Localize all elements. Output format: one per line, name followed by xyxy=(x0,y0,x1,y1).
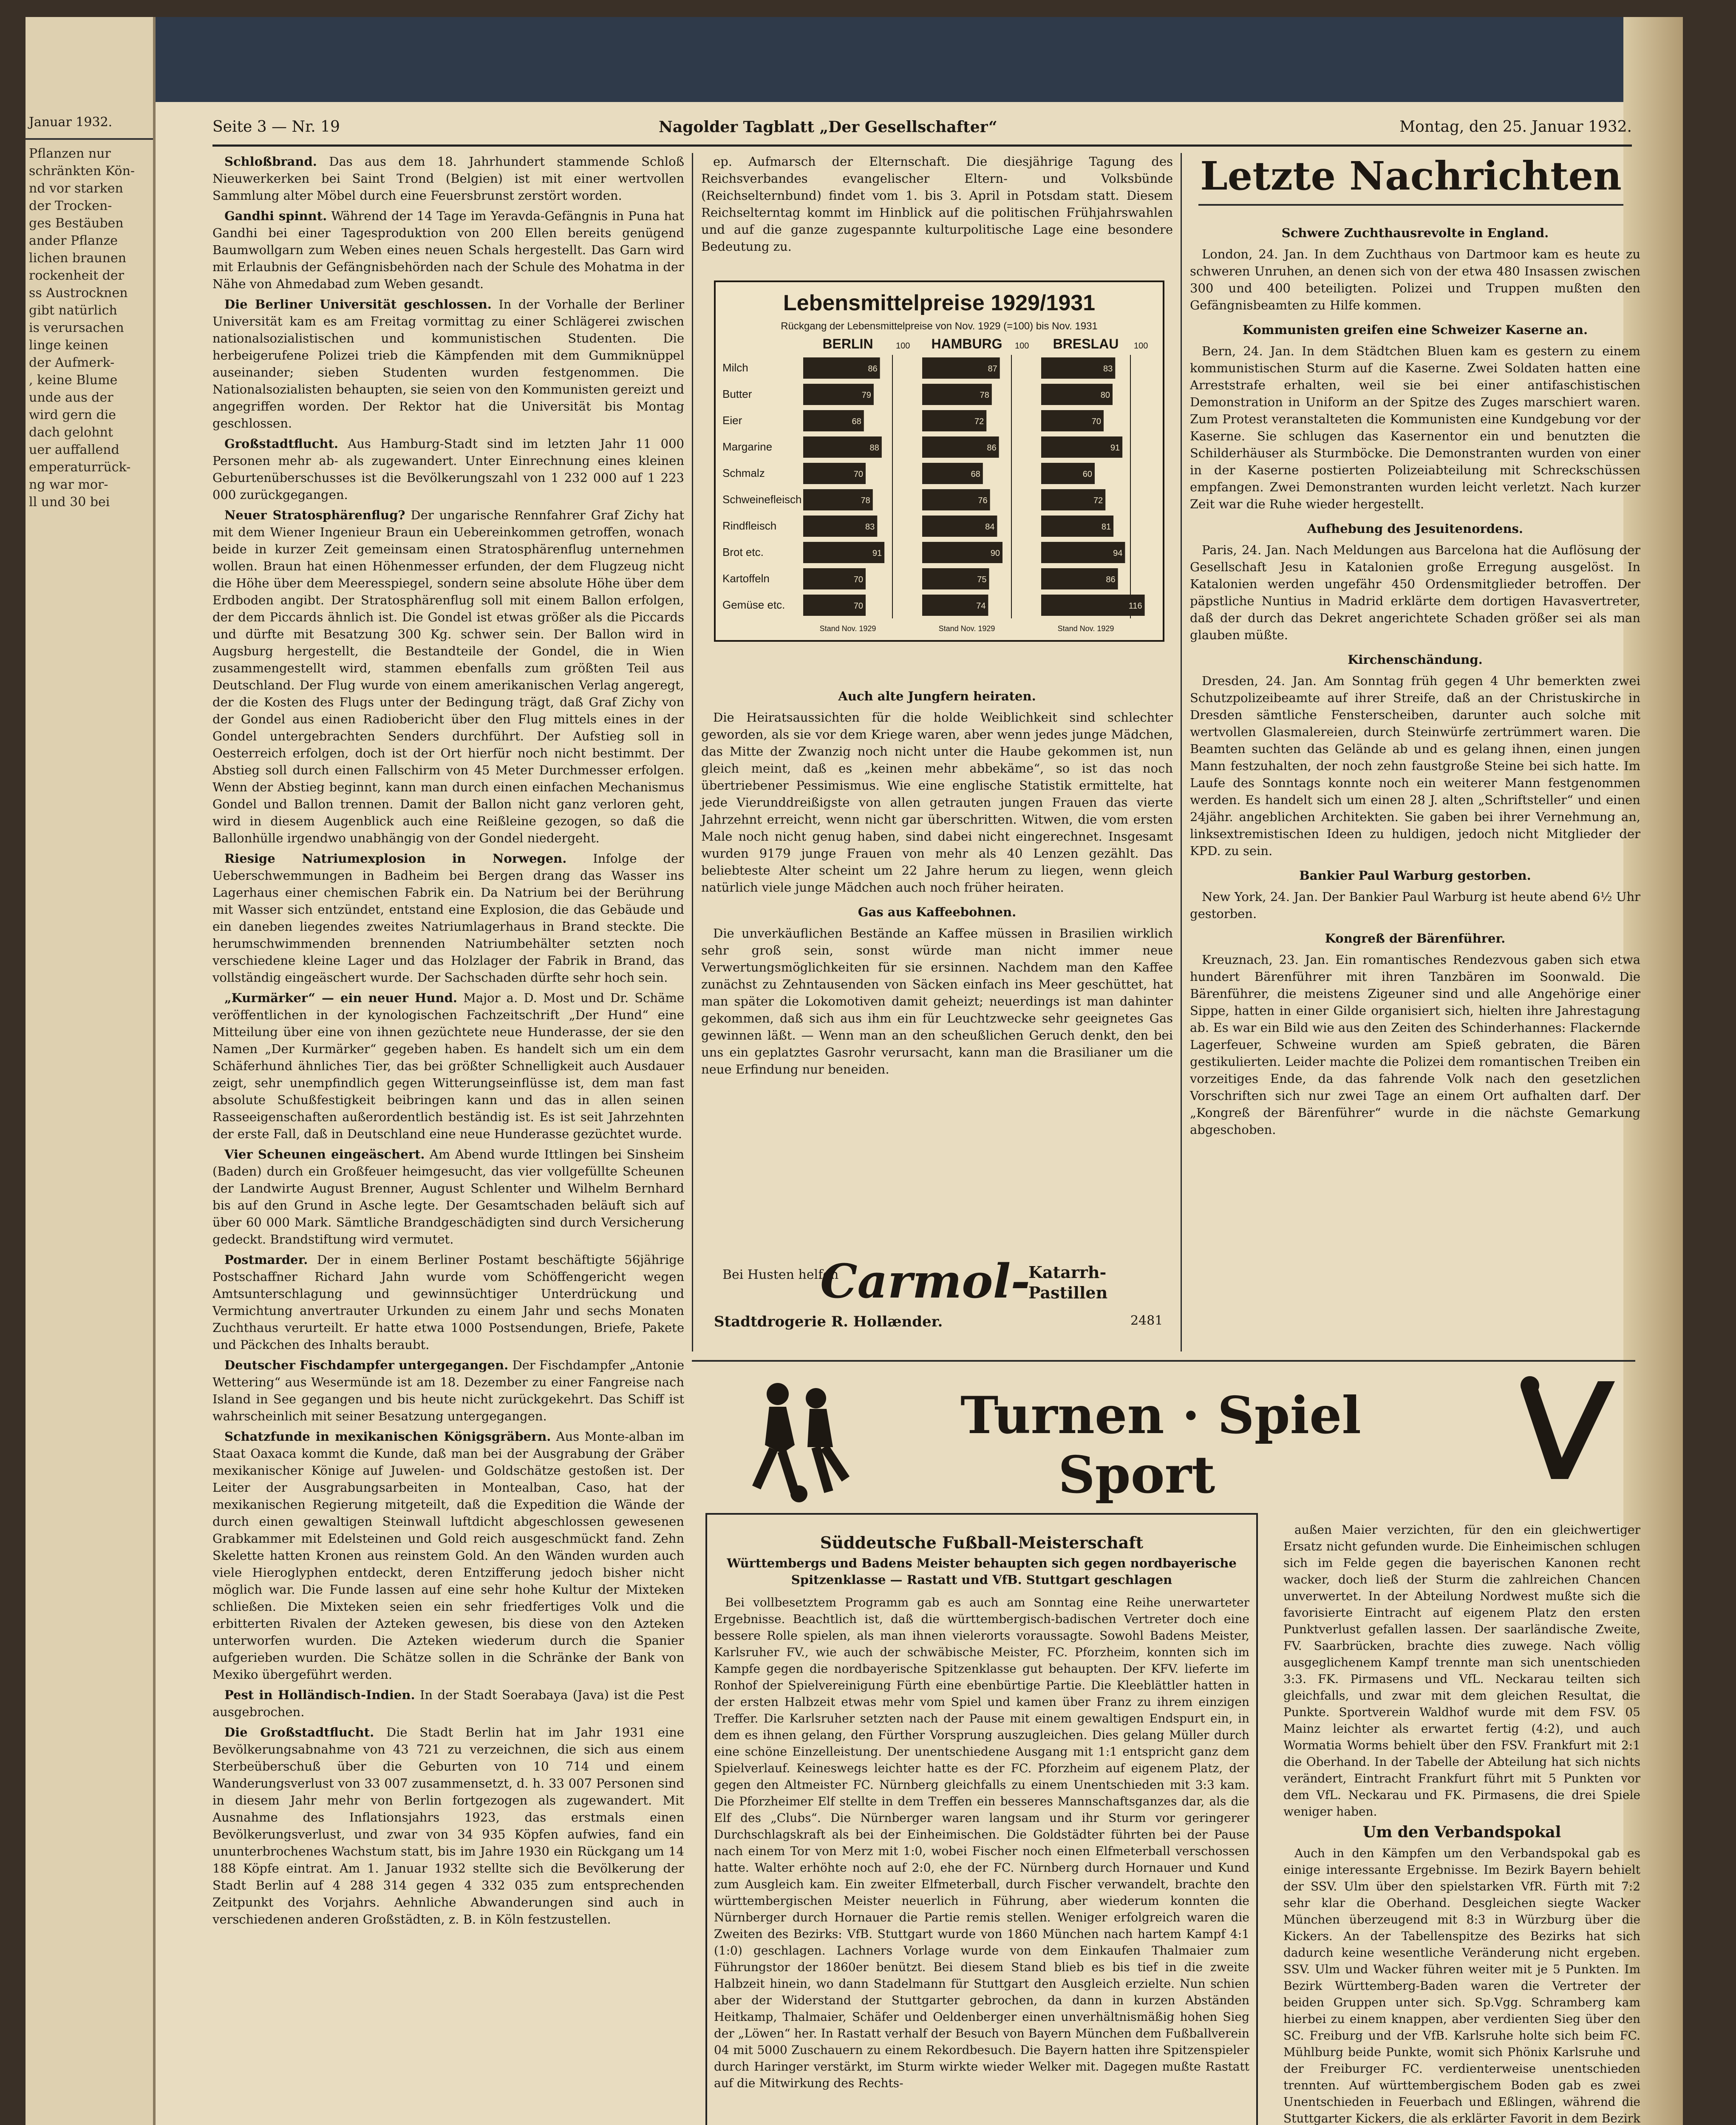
sport-body: Bei vollbesetztem Programm gab es auch am Sonntag eine Reihe unerwarteter Ergebnisse. Beachtlich ist, daß die württembergisch-badischen Vertreter doch eine bessere Rolle spielen, als man ihnen vielerorts voraussagte. Sowohl Badens Meister, Karlsruher FV., wie auch der schwäbische Meister, FC. Pforzheim, konnten sich im Kampfe gegen die nordbayerische Spitzenklasse gut behaupten. Der KFV. lieferte im Ronhof der Spielvereinigung Fürth eine ebenbürtige Partie. Die Kleeblättler hatten in der ersten Halbzeit etwas mehr vom Spiel und kamen über Franz zu ihrem einzigen Treffer. Die Karlsruher setzten nach der Pause mit einem gewaltigen Endspurt ein, in dem es ihnen gelang, den Fürther Vorsprung auszugleichen. Dies gelang Müller durch eine schöne Einzelleistung. Der unentschiedene Ausgang mit 1:1 entspricht ganz dem Spielverlauf. Keineswegs leichter hatte es der FC. Pforzheim auf eigenem Platz, der gegen den Altmeister FC. Nürnberg gleichfalls zu einem Unentschieden mit 3:3 kam. Die Pforzheimer Elf stellte in dem Treffen ein besseres Mannschaftsganzes dar, als die Elf des „Clubs“. Die Nürnberger waren langsam und ihr Sturm vor geringerer Durchschlagskraft als bei der Einheimischen. Die Goldstädter führten bei der Pause nach einem Tor von Merz mit 1:0, wobei Fischer noch einen Elfmeterball verschossen hatte. Walter erhöhte noch auf 2:0, ehe der FC. Nürnberg durch Hornauer und Kund zum Ausgleich kam. Ein zweiter Elfmeterball, durch Fischer verwandelt, brachte den württembergischen Meister neuerlich in Führung, aber wiederum konnten die Nürnberger durch Hornauer die Partie remis stellen. Weniger erfolgreich waren die Zweiten des Bezirks: VfB. Stuttgart wurde von 1860 München nach hartem Kampf 4:1 (1:0) geschlagen. Lachners Vorlage wurde von dem Einkaufen Thalmaier zum Führungstor der 1860er benützt. Bei diesem Stand blieb es bis tief in die zweite Halbzeit hinein, wo dann Stadelmann für Stuttgart den Ausgleich erzielte. Nun schien aber der Widerstand der Stuttgarter gebrochen, da dann in kurzen Abständen Heitkamp, Thalmaier, Schäfer und Oeldenberger einen unverhältnismäßig hohen Sieg der „Löwen“ her. In Rastatt verhalf der Besuch von Bayern München dem Fußballverein 04 mit 5000 Zuschauern zu einem Rekordbesuch. Die Bayern hatten ihre Spitzenspieler durch Haringer verstärkt, im Sturm wirkte wieder Welker mit. Dagegen mußte Rastatt auf die Mitwirkung des Rechts- xyxy=(714,1595,1249,2090)
chart-svg xyxy=(714,280,1164,642)
news-article xyxy=(212,1251,684,1353)
footer-label: Stand Nov. 1929 xyxy=(1057,624,1114,633)
article-lead: Die Berliner Universität geschlossen. xyxy=(224,297,492,312)
pokal-heading: Um den Verbandspokal xyxy=(1362,1823,1561,1841)
bar-value: 88 xyxy=(869,443,879,453)
news-text: New York, 24. Jan. Der Bankier Paul Warburg ist heute abend 6½ Uhr gestorben. xyxy=(1190,890,1640,921)
footer-label: Stand Nov. 1929 xyxy=(819,624,876,633)
article-heading: Auch alte Jungfern heiraten. xyxy=(838,689,1036,703)
news-article xyxy=(212,1428,684,1683)
news-article xyxy=(212,207,684,292)
category-label: Schweinefleisch xyxy=(722,493,802,506)
category-label: Gemüse etc. xyxy=(722,598,785,611)
article-text: Aus Hamburg-Stadt sind im letzten Jahr 11 000 Personen mehr ab- als zugewandert. Unter Einrechnung eines kleinen Geburtenüberschusses ist die Bevölkerungszahl von 1 232 000 auf 1 223 000 zurückgegangen. xyxy=(212,436,684,502)
news-article xyxy=(212,507,684,847)
bar xyxy=(1041,542,1125,563)
bar-value: 78 xyxy=(980,391,989,400)
banner-line-2: Sport xyxy=(1058,1445,1215,1505)
left-strip-line: schränkten Kön- xyxy=(29,164,135,178)
bar-value: 68 xyxy=(971,470,980,479)
article-text: In der Vorhalle der Berliner Universität kam es am Freitag vormittag zu einer Schlägerei zwischen nationalsozialistischen und kommunistischen Studenten. Die herbeigerufene Polizei trieb die Kämpfenden mit dem Gummiknüppel auseinander; sieben Studenten wurden festgenommen. Die Nationalsozialisten behaupten, sie seien von den Kommunisten gereizt und angegriffen worden. Der Rektor hat die Universität bis Montag geschlossen. xyxy=(212,297,684,431)
sport-banner xyxy=(705,1368,1640,1509)
goalkeeper-illustration xyxy=(1513,1373,1623,1500)
article-text: In der Stadt Soerabaya (Java) ist die Pest ausgebrochen. xyxy=(212,1688,684,1719)
article-text: Der Fischdampfer „Antonie Wettering“ aus Wesermünde ist am 18. Dezember zu einer Fangreise nach Island in See gegangen und bis heute nicht zurückgekehrt. Das Schiff ist wahrscheinlich mit seiner Besatzung untergegangen. xyxy=(212,1358,684,1423)
news-heading: Schwere Zuchthausrevolte in England. xyxy=(1281,226,1549,240)
bar-value: 86 xyxy=(868,364,878,374)
news-heading: Kirchenschändung. xyxy=(1348,652,1483,667)
banner-line-1: Turnen · Spiel xyxy=(960,1386,1362,1445)
category-label: Rindfleisch xyxy=(722,519,777,532)
article-lead: Neuer Stratosphärenflug? xyxy=(224,508,405,522)
news-article xyxy=(212,435,684,503)
bar-value: 76 xyxy=(978,496,988,505)
left-strip-line: nd vor starken xyxy=(29,181,123,196)
top-binding-strip xyxy=(25,17,1683,102)
category-label: Brot etc. xyxy=(722,546,764,558)
article-lead: Die Großstadtflucht. xyxy=(224,1725,374,1740)
bar-value: 72 xyxy=(1093,496,1103,505)
category-label: Margarine xyxy=(722,440,773,453)
left-strip-line: emperaturrück- xyxy=(29,460,131,475)
bar-value: 116 xyxy=(1128,601,1142,611)
article-lead: Großstadtflucht. xyxy=(224,436,339,451)
bar-value: 83 xyxy=(1103,364,1113,374)
bar-value: 90 xyxy=(990,549,1000,558)
article-lead: Schatzfunde in mexikanischen Königsgräbern. xyxy=(224,1429,551,1444)
news-heading: Bankier Paul Warburg gestorben. xyxy=(1299,868,1531,883)
series-label: BERLIN xyxy=(822,336,873,351)
news-article xyxy=(212,1357,684,1425)
left-strip-line: linge keinen xyxy=(29,338,108,353)
category-label: Eier xyxy=(722,414,742,427)
bar-value: 70 xyxy=(1091,417,1101,426)
bar-value: 84 xyxy=(985,522,995,532)
left-strip-line: is verursachen xyxy=(29,320,124,335)
bar-value: 79 xyxy=(861,391,871,400)
sport-subtitle: Württembergs und Badens Meister behaupten sich gegen nordbayerische Spitzenklasse — Rastatt und VfB. Stuttgart geschlagen xyxy=(727,1556,1237,1587)
article-elternschaft: ep. Aufmarsch der Elternschaft. Die diesjährige Tagung des Reichsverbandes evangelischer Eltern- und Volksbünde (Reichselternbund) findet vom 1. bis 3. April in Potsdam statt. Diesem Reichselterntag kommt im Hinblick auf die politischen Frühjahrswahlen und auf die ganze zugespannte kulturpolitische Lage eine besondere Bedeutung zu. xyxy=(701,154,1173,254)
scale-label: 100 xyxy=(1015,341,1029,351)
left-strip-line: uer auffallend xyxy=(29,442,119,457)
header-date: Montag, den 25. Januar 1932. xyxy=(1399,118,1632,136)
left-strip-line: der Trocken- xyxy=(29,198,112,213)
latest-news-title: Letzte Nachrichten xyxy=(1200,153,1622,199)
bar-value: 87 xyxy=(988,364,997,374)
news-article xyxy=(212,989,684,1142)
article-lead: Deutscher Fischdampfer untergegangen. xyxy=(224,1358,509,1372)
previous-page-strip xyxy=(25,17,156,2125)
left-strip-line: lichen braunen xyxy=(29,251,127,266)
article-text: Die unverkäuflichen Bestände an Kaffee müssen in Brasilien wirklich sehr groß sein, sonst würde man nicht immer neue Verwertungsmöglichkeiten für sie ersinnen. Nachdem man den Kaffee zunächst zu Zehntausenden von Säcken einfach ins Meer geschüttet, hat man später die Lokomotiven damit geheizt; neuerdings ist man dahinter gekommen, daß sich aus ihm ein für Leuchtzwecke sehr geeignetes Gas gewinnen läßt. — Wenn man an den scheußlichen Geruch denkt, den bei uns ein geplatztes Gasrohr verursacht, kann man die Brasilianer um die neue Erfindung nur beneiden. xyxy=(701,926,1173,1077)
news-heading: Aufhebung des Jesuitenordens. xyxy=(1307,521,1523,536)
category-label: Schmalz xyxy=(722,467,765,479)
news-article xyxy=(212,1146,684,1248)
news-text: Kreuznach, 23. Jan. Ein romantisches Rendezvous gaben sich etwa hundert Bärenführer mit ihren Tanzbären im Soonwald. Die Bärenführer, die meistens Zigeuner sind und alle Angehörige einer Sippe, hatten in einer Gilde organisiert sich, hielten ihre Jahrestagung ab. Es war ein Bild wie aus den Zeiten des Schinderhannes: Flackernde Lagerfeuer, Schweine wurden am Spieß gebraten, die Bären gestikulierten. Leider machte die Polizei dem romantischen Treiben ein vorzeitiges Ende, da das fahrende Volk nach den gesetzlichen Vorschriften sich nur zwei Tage an einem Ort aufhalten darf. Der „Kongreß der Bärenführer“ wurde in die nächste Gemarkung abgeschoben. xyxy=(1190,952,1640,1137)
left-strip-line: ll und 30 bei xyxy=(29,495,110,510)
left-strip-line: ander Pflanze xyxy=(29,233,118,248)
article-text: Aus Monte-alban im Staat Oaxaca kommt die Kunde, daß man bei der Ausgrabung der Gräber mexikanischer Könige auf Juwelen- und Goldschätze gestoßen ist. Der Leiter der Ausgrabungsarbeiten in Montealban, Caso, hat der mexikanischen Regierung mitgeteilt, daß die Expedition die Wände der durch einen gewaltigen Steinwall luftdicht abgeschlossen gewesenen Grabkammer mit Edelsteinen und Gold reich ausgeschmückt fand. Zehn Skelette hatten Kronen aus reinstem Gold. An den Wänden wurden auch viele Hieroglyphen entdeckt, deren Entzifferung jedoch bisher nicht möglich war. Die Funde lassen auf eine sehr hohe Kultur der Mixteken schließen. Die Mixteken seien ein sehr friedfertiges Volk und die erbitterten Rivalen der Azteken gewesen, bis diese von den Azteken unterworfen wurden. Die Azteken wiederum durch die Spanier aufgerieben wurden. Die Schätze sollen in die Schränke der Bank von Mexiko übergeführt werden. xyxy=(212,1429,684,1682)
article-text: Am Abend wurde Ittlingen bei Sinsheim (Baden) durch ein Großfeuer heimgesucht, das vier vollgefüllte Scheunen der Landwirte August Brenner, August Schlenter und Wilhelm Bernhard bis auf den Grund in Asche legte. Der Gesamtschaden beläuft sich auf über 60 000 Mark. Sämtliche Brandgeschädigten sind durch Versicherung gedeckt. Brandstiftung wird vermutet. xyxy=(212,1147,684,1247)
left-strip-line: ss Austrocknen xyxy=(29,286,128,300)
title-rule xyxy=(1198,204,1623,206)
left-strip-line: wird gern die xyxy=(29,408,116,422)
bar-value: 86 xyxy=(987,443,997,453)
category-label: Butter xyxy=(722,388,752,400)
newspaper-page xyxy=(25,17,1683,2125)
news-article xyxy=(212,850,684,986)
news-article xyxy=(212,296,684,432)
sport-article xyxy=(714,1530,1249,2094)
left-strip-date: Januar 1932. xyxy=(25,17,153,140)
category-label: Milch xyxy=(722,361,748,374)
article-lead: Schloßbrand. xyxy=(224,154,317,169)
bar-value: 81 xyxy=(1101,522,1111,532)
article-lead: Riesige Natriumexplosion in Norwegen. xyxy=(224,851,567,866)
article-text: Während der 14 Tage im Yeravda-Gefängnis in Puna hat Gandhi bei einer Tagesproduktion von 200 Ellen bereits genügend Baumwollgarn zum Weben eines neuen Schals hergestellt. Das Garn wird mit Erlaubnis der Gefängnisbehörden nach der Schule des Mohatma in der Nähe von Ahmedabad zum Weben gesandt. xyxy=(212,209,684,291)
article-lead: Gandhi spinnt. xyxy=(224,209,327,223)
ad-brand: Carmol- xyxy=(820,1254,1030,1309)
series-label: BRESLAU xyxy=(1053,336,1119,351)
left-strip-line: Pflanzen nur xyxy=(29,146,111,161)
bar-value: 70 xyxy=(853,601,863,611)
article-text: Major a. D. Most und Dr. Schäme veröffentlichen in der kynologischen Fachzeitschrift „Der Hund“ eine Mitteilung über eine von ihnen gezüchtete neue Hunderasse, der sie den Namen „Der Kurmärker“ gegeben haben. Es handelt sich um ein dem Schäferhund ähnliches Tier, das bei größter Schnelligkeit auch Ausdauer zeigt, sehr unempfindlich gegen Witterungseinflüsse ist, dem man fast absolute Schußfestigkeit beibringen kann und das in allen seinen Rasseeigenschaften außerordentlich beständig ist. Es ist seit Jahrzehnten der erste Fall, daß in Deutschland eine neue Hunderasse gezüchtet wurde. xyxy=(212,991,684,1141)
ad-number: 2481 xyxy=(1130,1313,1163,1328)
left-strip-line: unde aus der xyxy=(29,390,113,405)
news-article xyxy=(212,153,684,204)
series-label: HAMBURG xyxy=(931,336,1003,351)
ad-store: Stadtdrogerie R. Hollænder. xyxy=(714,1313,943,1330)
pokal-text: Auch in den Kämpfen um den Verbandspokal gab es einige interessante Ergebnisse. Im Bezirk Bayern behielt der SSV. Ulm über den spielstarken VfR. Fürth mit 7:2 sehr klar die Oberhand. Desgleichen siegte Wacker München überzeugend mit 8:3 in Würzburg über die Kickers. An der Tabellenspitze des Bezirks hat sich dadurch keine wesentliche Veränderung nicht ergeben. SSV. Ulm und Wacker führen weiter mit je 5 Punkten. Im Bezirk Württemberg-Baden waren die Vertreter der beiden Gruppen unter sich. Sp.Vgg. Schramberg kam hierbei zu einem knappen, aber verdienten Sieg über den SC. Freiburg und der VfB. Karlsruhe holte sich beim FC. Mühlburg beide Punkte, womit sich Phönix Karlsruhe und der Freiburger FC. verdienterweise unentschieden trennten. Auf württembergischem Boden gab es zwei Unentschieden in Feuerbach und Eßlingen, während die Stuttgarter Kickers, die als erklärter Favorit in dem Bezirk xyxy=(1283,1846,1640,2125)
bar-value: 70 xyxy=(853,470,863,479)
left-strip-line: gibt natürlich xyxy=(29,303,117,318)
news-heading: Kommunisten greifen eine Schweizer Kaserne an. xyxy=(1242,323,1588,337)
bar-value: 60 xyxy=(1082,470,1092,479)
bar-value: 72 xyxy=(974,417,984,426)
bar-value: 78 xyxy=(861,496,870,505)
ad-left-text: Bei Husten helfen xyxy=(722,1267,839,1282)
news-text: Bern, 24. Jan. In dem Städtchen Bluen kam es gestern zu einem kommunistischen Sturm auf die Kaserne. Zwei Soldaten hatten eine Arreststrafe erhalten, weil sie bei einer antifaschistischen Demonstration in Uniform an der Spitze des Zuges marschiert waren. Zum Protest veranstalteten die Kommunisten eine Kundgebung vor der Kaserne. Sie schlugen das Kasernentor ein und benutzten die Schilderhäuser als Sturmböcke. Die Demonstranten wurden von einer in der Kaserne postierten Polizeiabteilung mit Schreckschüssen empfangen. Zwei Demonstranten wurden leicht verletzt. Nach kurzer Zeit war die Ruhe wieder hergestellt. xyxy=(1190,344,1640,511)
left-strip-line: der Aufmerk- xyxy=(29,355,115,370)
news-heading: Kongreß der Bärenführer. xyxy=(1325,931,1506,946)
column-rule xyxy=(692,153,693,1352)
column-1-news xyxy=(212,153,684,2125)
bar-value: 91 xyxy=(872,549,882,558)
category-label: Kartoffeln xyxy=(722,572,770,585)
sport-title: Süddeutsche Fußball-Meisterschaft xyxy=(820,1533,1144,1552)
sport-right-column xyxy=(1283,1522,1640,2125)
page-header xyxy=(212,115,1632,147)
bar-value: 68 xyxy=(852,417,861,426)
bar-value: 70 xyxy=(853,575,863,584)
left-strip-line: ges Bestäuben xyxy=(29,216,124,231)
bar-value: 91 xyxy=(1110,443,1120,453)
column-3-news xyxy=(1190,217,1640,1373)
article-text: Die Stadt Berlin hat im Jahr 1931 eine Bevölkerungsabnahme von 43 721 zu verzeichnen, die sich aus einem Sterbeüberschuß über die Geburten von 10 714 und einem Wanderungsverlust von 33 007 zusammensetzt, d. h. 33 007 Personen sind in diesem Jahr mehr von Berlin fortgezogen als zugewandert. Mit Ausnahme des Inflationsjahrs 1923, das erstmals einen Bevölkerungsverlust, und zwar von 34 935 Köpfen aufwies, fand ein ununterbrochenes Wachstum statt, bis im Jahre 1930 ein Rückgang um 14 188 Köpfe eintrat. Am 1. Januar 1932 stellte sich die Bevölkerung der Stadt Berlin auf 4 288 314 gegen 4 332 035 zum entsprechenden Zeitpunkt des Vorjahrs. Aehnliche Abwanderungen sind auch in verschiedenen anderen Großstädten, z. B. in Köln festzustellen. xyxy=(212,1725,684,1927)
news-text: Paris, 24. Jan. Nach Meldungen aus Barcelona hat die Auflösung der Gesellschaft Jesu in Katalonien große Erregung ausgelöst. In Katalonien werden ungefähr 450 Ordensmitglieder betroffen. Der päpstliche Nuntius in Madrid erklärte dem dortigen Havasvertreter, daß der durch das Dekret angerichtete Schaden größer sei als man glauben müßte. xyxy=(1190,543,1640,642)
scale-label: 100 xyxy=(896,341,910,351)
footballers-illustration xyxy=(731,1368,858,1504)
news-article xyxy=(212,1686,684,1720)
scale-label: 100 xyxy=(1134,341,1148,351)
left-strip-line: rockenheit der xyxy=(29,268,125,283)
news-text: London, 24. Jan. In dem Zuchthaus von Dartmoor kam es heute zu schweren Unruhen, an denen sich von der etwa 480 Insassen zwischen 300 und 400 beteiligten. Polizei und Truppen mußten den Gefängnisbeamten zu Hilfe kommen. xyxy=(1190,247,1640,312)
chart-title: Lebensmittelpreise 1929/1931 xyxy=(783,291,1096,315)
bar-value: 80 xyxy=(1100,391,1110,400)
food-price-chart xyxy=(714,280,1164,642)
article-text: Der in einem Berliner Postamt beschäftigte 56jährige Postschaffner Richard Jahn wurde vom Schöffengericht wegen Amtsunterschlagung und gewinnsüchtiger Unterdrückung und Vermichtung anvertrauter Urkunden zu einem Jahr und sechs Monaten Zuchthaus verurteilt. Er hatte etwa 1000 Postsendungen, Briefe, Pakete und Päckchen des Inhalts beraubt. xyxy=(212,1252,684,1352)
article-lead: Vier Scheunen eingeäschert. xyxy=(224,1147,425,1162)
footer-label: Stand Nov. 1929 xyxy=(938,624,995,633)
article-text: Infolge der Ueberschwemmungen in Badheim bei Bergen drang das Wasser ins Lagerhaus einer chemischen Fabrik ein. Da Natrium bei der Berührung mit Wasser sich entzündet, entstand eine Explosion, die das Gebäude und ein daneben liegendes zweites Natriumlagerhaus in Brand steckte. Die herumschwimmenden brennenden Natriumbehälter setzten noch verschiedene kleine Lager und das Holzlager der Fabrik in Brand, das vollständig eingeäschert wurde. Der Sachschaden dürfte sehr hoch sein. xyxy=(212,851,684,985)
article-text: Die Heiratsaussichten für die holde Weiblichkeit sind schlechter geworden, als sie vor dem Kriege waren, aber wenn jedes junge Mädchen, das Mitte der Zwanzig noch nicht unter die Haube gekommen ist, nun gleich meint, daß es „keinen mehr abbekäme“, so ist das noch übertriebener Pessimismus. Wie eine englische Statistik ermittelte, hat jede Vierunddreißigste von allen getrauten jungen Frauen das vierte Jahrzehnt erreicht, wenn nicht gar überschritten. Witwen, die vom ersten Male noch nicht genug haben, sind dabei nicht eingerechnet. Insgesamt wurden 9179 junge Frauen von mehr als 40 Lenzen gezählt. Das beliebteste Alter scheint um 22 Jahre herum zu liegen, wenn gleich natürlich viele junge Mädchen auch noch früher heiraten. xyxy=(701,710,1173,895)
left-strip-line: , keine Blume xyxy=(29,373,118,388)
ad-product: Katarrh-Pastillen xyxy=(1028,1263,1108,1302)
chart-subtitle: Rückgang der Lebensmittelpreise von Nov. 1929 (=100) bis Nov. 1931 xyxy=(781,320,1098,332)
column-2-top xyxy=(701,153,1173,254)
column-2-articles xyxy=(701,680,1173,1241)
bar-value: 75 xyxy=(977,575,987,584)
article-text: Das aus dem 18. Jahrhundert stammende Schloß Nieuwerkerken bei Saint Trond (Belgien) ist mit einer wertvollen Sammlung alter Möbel durch eine Feuersbrunst zerstört worden. xyxy=(212,154,684,203)
article-lead: „Kurmärker“ — ein neuer Hund. xyxy=(224,991,458,1005)
bar-value: 94 xyxy=(1113,549,1123,558)
news-text: Dresden, 24. Jan. Am Sonntag früh gegen 4 Uhr bemerkten zwei Schutzpolizeibeamte auf ihrer Streife, daß an der Christuskirche in Dresden sämtliche Fensterscheiben, darunter auch solche mit wertvollen Glasmalereien, durch Steinwürfe zertrümmert waren. Die Beamten suchten das Gelände ab und es gelang ihnen, einen jungen Mann festzuhalten, der noch zehn faustgroße Steine bei sich hatte. Im Laufe des Sonntags konnte noch ein weiterer Mann festgenommen werden. Es handelt sich um einen 28 J. alten „Schriftsteller“ und einen 24jähr. angeblichen Architekten. Sie gaben bei ihrer Vernehmung an, linksextremistischen Ideen zu huldigen, jedoch nicht Mitglieder der KPD. zu sein. xyxy=(1190,674,1640,858)
header-newspaper-title: Nagolder Tagblatt „Der Gesellschafter“ xyxy=(659,118,997,136)
sport-right-text: außen Maier verzichten, für den ein gleichwertiger Ersatz nicht gefunden wurde. Die Einheimischen schlugen sich im Felde gegen die bayerischen Kanonen recht wacker, doch ließ der Sturm die zahlreichen Chancen unverwertet. In der Abteilung Nordwest mußte sich die favorisierte Eintracht auf eigenem Platz den ersten Punktverlust gefallen lassen. Der saarländische Zweite, FV. Saarbrücken, brachte dies zuwege. Nach völlig ausgeglichenem Kampf trennte man sich unentschieden 3:3. FK. Pirmasens und VfL. Neckarau teilten sich gleichfalls, und zwar mit dem gleichen Resultat, die Punkte. Sportverein Waldhof wurde mit dem FSV. 05 Mainz leichter als erwartet fertig (4:2), und auch Wormatia Worms behielt über den FSV. Frankfurt mit 2:1 die Oberhand. In der Tabelle der Abteilung hat sich nichts verändert, Eintracht Frankfurt führt mit 5 Punkten vor dem VfL. Neckarau und FK. Pirmasens, die drei Spiele weniger haben. xyxy=(1283,1523,1640,1819)
article-text: Der ungarische Rennfahrer Graf Zichy hat mit dem Wiener Ingenieur Braun ein Uebereinkommen getroffen, wonach beide in kurzer Zeit gemeinsam einen Stratosphärenflug unternehmen wollen. Braun hat einen Höhenmesser erfunden, der dem Flugzeug nicht die Höhe über dem Meeresspiegel, sondern seine absolute Höhe über dem Erdboden angibt. Der Stratosphärenflug soll mit einem Ballon erfolgen, der dem Piccards ähnlich ist. Die Gondel ist etwas größer als die Piccards und dürfte mit Besatzung 300 Kg. schwer sein. Der Ballon wird in Augsburg hergestellt, die Bestandteile der Gondel, die in Wien zusammengestellt wird, stammen ebenfalls zum größten Teil aus Deutschland. Der Flug wurde von einem amerikanischen Verlag angeregt, der die Kosten des Flugs unter der Bedingung trägt, daß Graf Zichy von der Gondel aus einen Radiobericht über den Flug mittels eines in der Gondel untergebrachten Senders durchführt. Der Aufstieg soll in Oesterreich erfolgen, doch ist der Ort hierfür noch nicht bestimmt. Der Abstieg soll durch einen Fallschirm von 45 Meter Durchmesser erfolgen. Wenn der Abstieg beginnt, kann man durch einen einfachen Mechanismus Gondel und Ballon trennen. Damit der Ballon nicht ganz verloren geht, wird in diesem Augenblick auch eine Reißleine gezogen, so daß die Ballonhülle irgendwo unabhängig von der Gondel niedergeht. xyxy=(212,508,685,845)
bar-value: 86 xyxy=(1106,575,1116,584)
left-strip-line: dach gelohnt xyxy=(29,425,113,440)
left-strip-line: ng war mor- xyxy=(29,477,108,492)
article-lead: Postmarder. xyxy=(224,1252,308,1267)
column-rule xyxy=(1181,153,1182,1352)
bar-value: 83 xyxy=(865,522,875,532)
left-strip-text xyxy=(25,140,153,516)
article-heading: Gas aus Kaffeebohnen. xyxy=(858,905,1017,919)
header-page-number: Seite 3 — Nr. 19 xyxy=(212,118,340,136)
article-lead: Pest in Holländisch-Indien. xyxy=(224,1688,415,1702)
bar-value: 74 xyxy=(976,601,986,611)
news-article xyxy=(212,1724,684,1928)
carmol-advertisement xyxy=(705,1250,1173,1360)
